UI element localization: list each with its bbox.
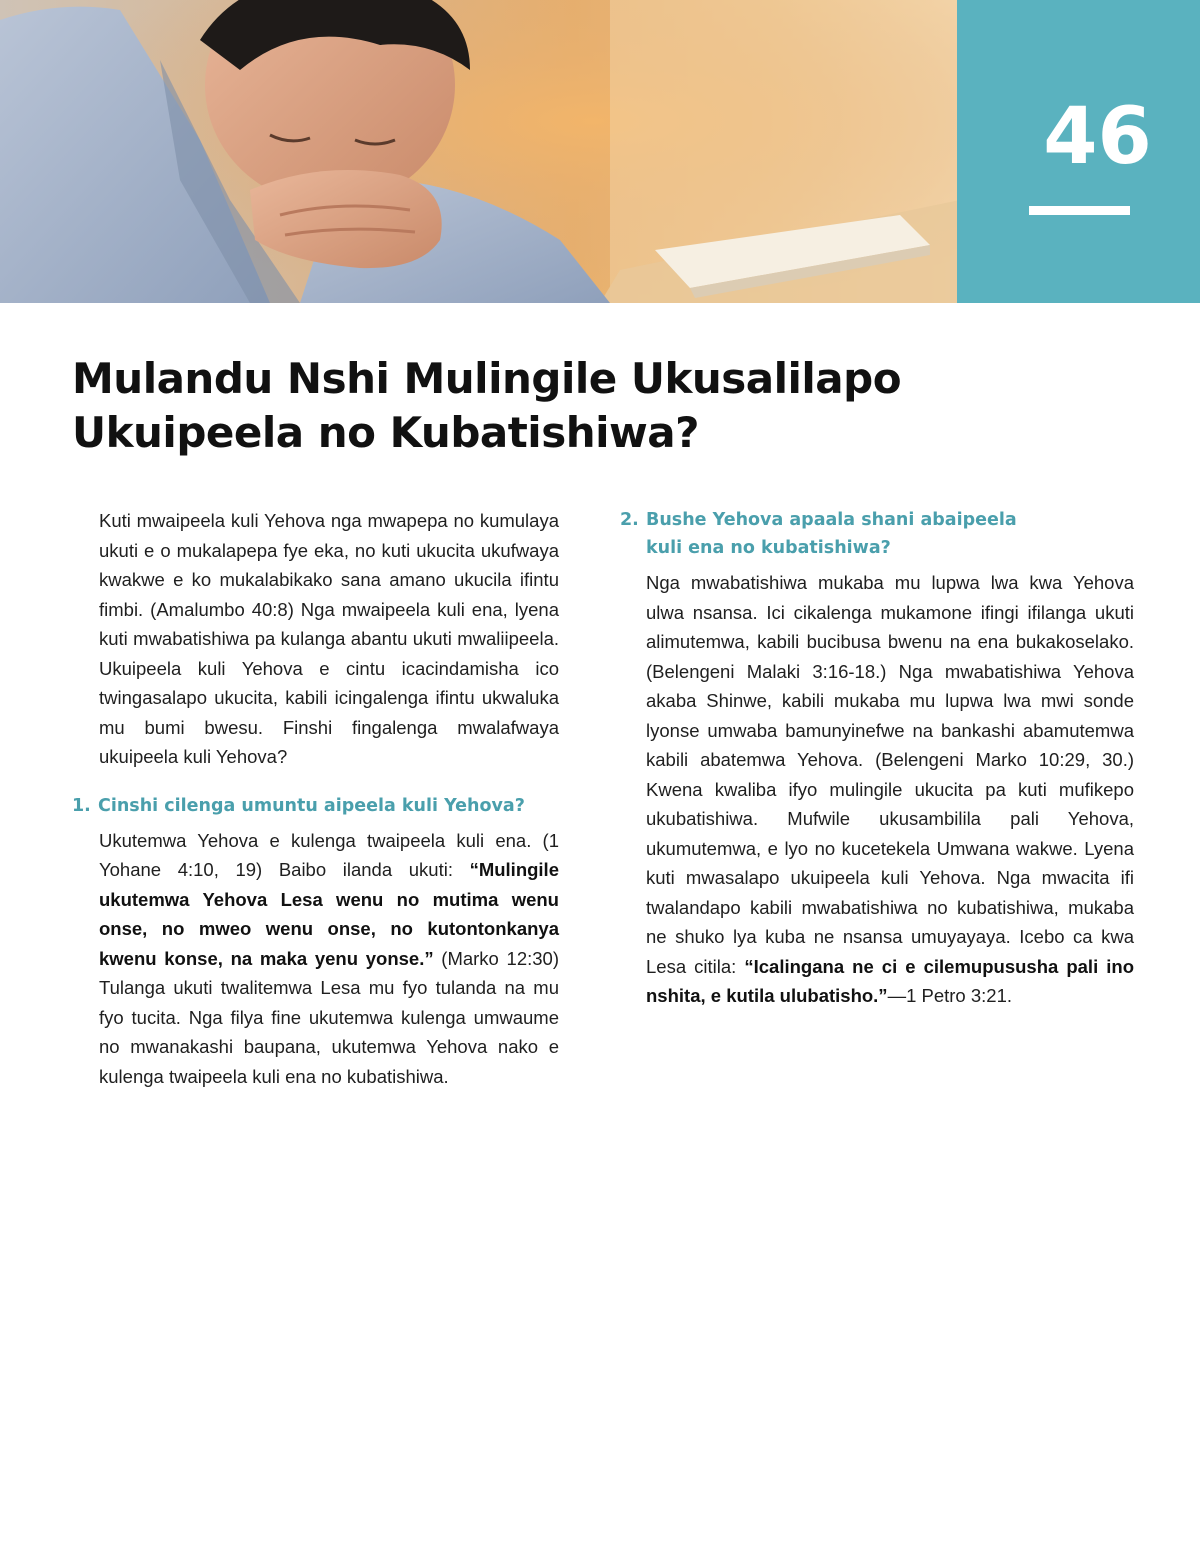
chapter-number: 46: [1043, 92, 1152, 182]
question-2-heading: [620, 506, 1140, 562]
question-2-text-before: Nga mwabatishiwa mukaba mu lupwa lwa kwa Yehova ulwa nsansa. Ici cikalenga mukamone ifingi ifilanga ukuti alimutemwa, kabili bucibusa bwenu na ena bukakoselako. (Belengeni Malaki 3:16-18.) Nga mwabatishiwa Yehova akaba Shinwe, kabili mukaba mu lupwa lwa mwi sonde lyonse umwaba bamunyinefwe na bankashi abamutemwa kabili abatemwa Yehova. (Belengeni Marko 10:29, 30.) Kwena kwaliba ifyo mulingile ukucita pa kuti mufikepo ukubatishiwa. Mufwile ukusambilila pali Yehova, ukumutemwa, e lyo no kucetekela Umwana wakwe. Lyena kuti mwasalapo ukuipeela kuli Yehova. Nga mwacita ifi twalandapo kabili mwabatishiwa no kubatishiwa, mukaba ne shuko lya kuba ne nsansa umuyayaya. Icebo ca kwa Lesa citila:: [646, 572, 1134, 977]
question-1-paragraph: [99, 826, 559, 1092]
intro-paragraph: Kuti mwaipeela kuli Yehova nga mwapepa no kumulaya ukuti e o mukalapepa fye eka, no kuti ukucita ukufwaya kwakwe e ko mukalabikako sana amano ukucila ifintu fimbi. (Amalumbo 40:8) Nga mwaipeela kuli ena, lyena kuti mwabatishiwa pa kulanga abantu ukuti mwaliipeela. Ukuipeela kuli Yehova e cintu icacindamisha ico twingasalapo ukucita, kabili icingalenga ifintu ukwaluka mu bumi bwesu. Finshi fingalenga mwalafwaya ukuipeela kuli Yehova?: [99, 510, 559, 767]
page-title-line-2: Ukuipeela no Kubatishiwa?: [72, 408, 699, 457]
chapter-number-box: [957, 0, 1200, 303]
question-2-text-line-2: kuli ena no kubatishiwa?: [646, 538, 891, 558]
chapter-number-underline: [1029, 206, 1130, 215]
question-2-scripture-quote: “Icalingana ne ci e cilemupususha pali ino nshita, e kutila ulubatisho.”: [646, 955, 1134, 1006]
left-column: [72, 506, 562, 1091]
praying-man-illustration: [0, 0, 957, 303]
question-1-number: 1.: [72, 795, 91, 816]
question-2-text-line-1: Bushe Yehova apaala shani abaipeela: [646, 510, 1017, 530]
question-1-text-after: (Marko 12:30) Tulanga ukuti twalitemwa Lesa mu fyo tulanda na mu fyo tucita. Nga filya fine ukutemwa kulenga umwaume no mwanakashi baupana, ukutemwa Yehova nako e kulenga twaipeela kuli ena no kubatishiwa.: [99, 947, 559, 1087]
question-1-text: Cinshi cilenga umuntu aipeela kuli Yehova?: [98, 795, 525, 816]
hero-photo: [0, 0, 957, 303]
page-title-line-1: Mulandu Nshi Mulingile Ukusalilapo: [72, 354, 902, 403]
right-column: [620, 506, 1140, 1011]
question-1-heading: [72, 792, 562, 820]
question-2-citation: —1 Petro 3:21.: [887, 985, 1012, 1006]
question-2-number: 2.: [620, 510, 639, 530]
question-1-text-before: Ukutemwa Yehova e kulenga twaipeela kuli ena. (1 Yohane 4:10, 19) Baibo ilanda ukuti:: [99, 829, 559, 880]
question-2-paragraph: [646, 568, 1134, 1011]
page-title: [72, 352, 1132, 460]
question-1-scripture-quote: “Mulingile ukutemwa Yehova Lesa wenu no mutima wenu onse, no mweo wenu onse, no kutontonkanya kwenu konse, na maka yenu yonse.”: [99, 859, 559, 969]
